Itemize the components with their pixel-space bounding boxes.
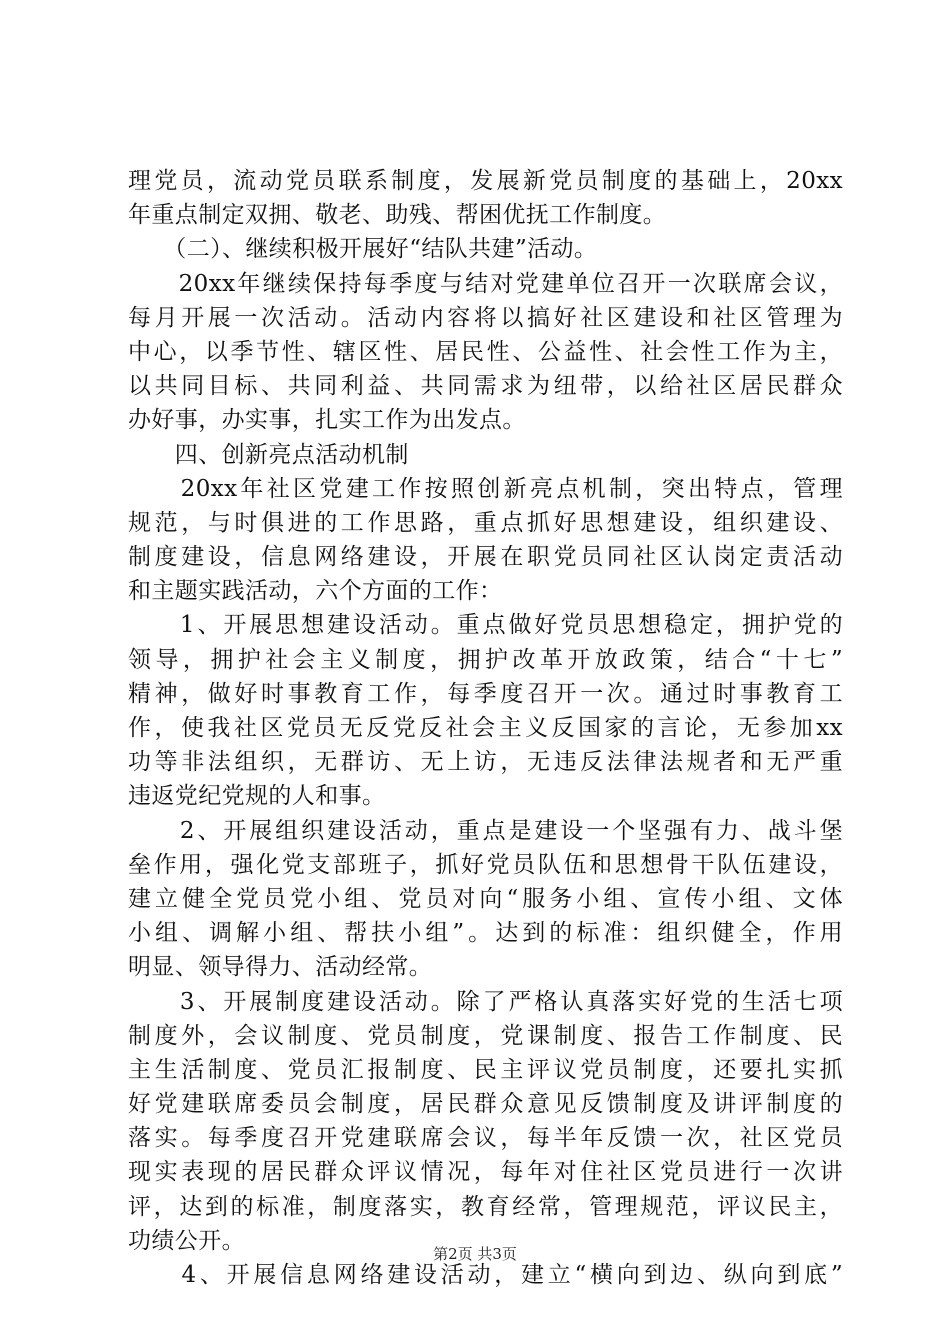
text-line: 3、开展制度建设活动。除了严格认真落实好党的生活七项 [128, 988, 843, 1015]
text-line: 作，使我社区党员无反党反社会主义反国家的言论，无参加xx [128, 715, 843, 741]
page-footer: 第2页 共3页 [433, 1245, 517, 1263]
text-line: 4、开展信息网络建设活动，建立“横向到边、纵向到底” [128, 1262, 843, 1288]
text-line: 垒作用，强化党支部班子，抓好党员队伍和思想骨干队伍建设， [128, 851, 843, 878]
document-body [128, 164, 843, 1292]
text-line: 领导，拥护社会主义制度，拥护改革开放政策，结合“十七” [128, 646, 843, 673]
text-line: 20xx年继续保持每季度与结对党建单位召开一次联席会议， [128, 270, 843, 297]
text-line: 小组、调解小组、帮扶小组”。达到的标准：组织健全，作用 [128, 920, 843, 947]
text-line: 功绩公开。 [128, 1227, 245, 1254]
text-line: 评，达到的标准，制度落实，教育经常，管理规范，评议民主， [128, 1193, 843, 1220]
text-line: 以共同目标、共同利益、共同需求为纽带，以给社区居民群众 [128, 373, 843, 400]
text-line: 和主题实践活动，六个方面的工作： [128, 578, 503, 605]
text-line: 四、创新亮点活动机制 [128, 441, 409, 468]
text-line: 落实。每季度召开党建联席会议，每半年反馈一次，社区党员 [128, 1125, 843, 1152]
text-line: 1、开展思想建设活动。重点做好党员思想稳定，拥护党的 [128, 612, 843, 639]
text-line: 制度外，会议制度、党员制度，党课制度、报告工作制度、民 [128, 1022, 843, 1049]
text-line: 功等非法组织，无群访、无上访，无违反法律法规者和无严重 [128, 749, 843, 776]
text-line: 建立健全党员党小组、党员对向“服务小组、宣传小组、文体 [128, 885, 843, 912]
text-line: 好党建联席委员会制度，居民群众意见反馈制度及讲评制度的 [128, 1091, 843, 1118]
text-line: 中心，以季节性、辖区性、居民性、公益性、社会性工作为主， [128, 338, 843, 365]
text-line: 办好事，办实事，扎实工作为出发点。 [128, 407, 526, 434]
text-line: 制度建设，信息网络建设，开展在职党员同社区认岗定责活动 [128, 544, 843, 571]
text-line: 现实表现的居民群众评议情况，每年对住社区党员进行一次讲 [128, 1159, 843, 1186]
text-line: 违返党纪党规的人和事。 [128, 783, 386, 810]
text-line: 每月开展一次活动。活动内容将以搞好社区建设和社区管理为 [128, 304, 843, 331]
text-line: 2、开展组织建设活动，重点是建设一个坚强有力、战斗堡 [128, 817, 843, 844]
text-line: 20xx年社区党建工作按照创新亮点机制，突出特点，管理 [128, 475, 843, 502]
text-line: 主生活制度、党员汇报制度、民主评议党员制度，还要扎实抓 [128, 1056, 843, 1083]
text-line: 规范，与时俱进的工作思路，重点抓好思想建设，组织建设、 [128, 509, 843, 536]
text-line: 理党员，流动党员联系制度，发展新党员制度的基础上，20xx [128, 168, 843, 194]
text-line: （二）、继续积极开展好“结队共建”活动。 [128, 236, 598, 263]
text-line: 精神，做好时事教育工作，每季度召开一次。通过时事教育工 [128, 680, 843, 707]
text-line: 明显、领导得力、活动经常。 [128, 954, 433, 981]
text-line: 年重点制定双拥、敬老、助残、帮困优抚工作制度。 [128, 202, 667, 229]
